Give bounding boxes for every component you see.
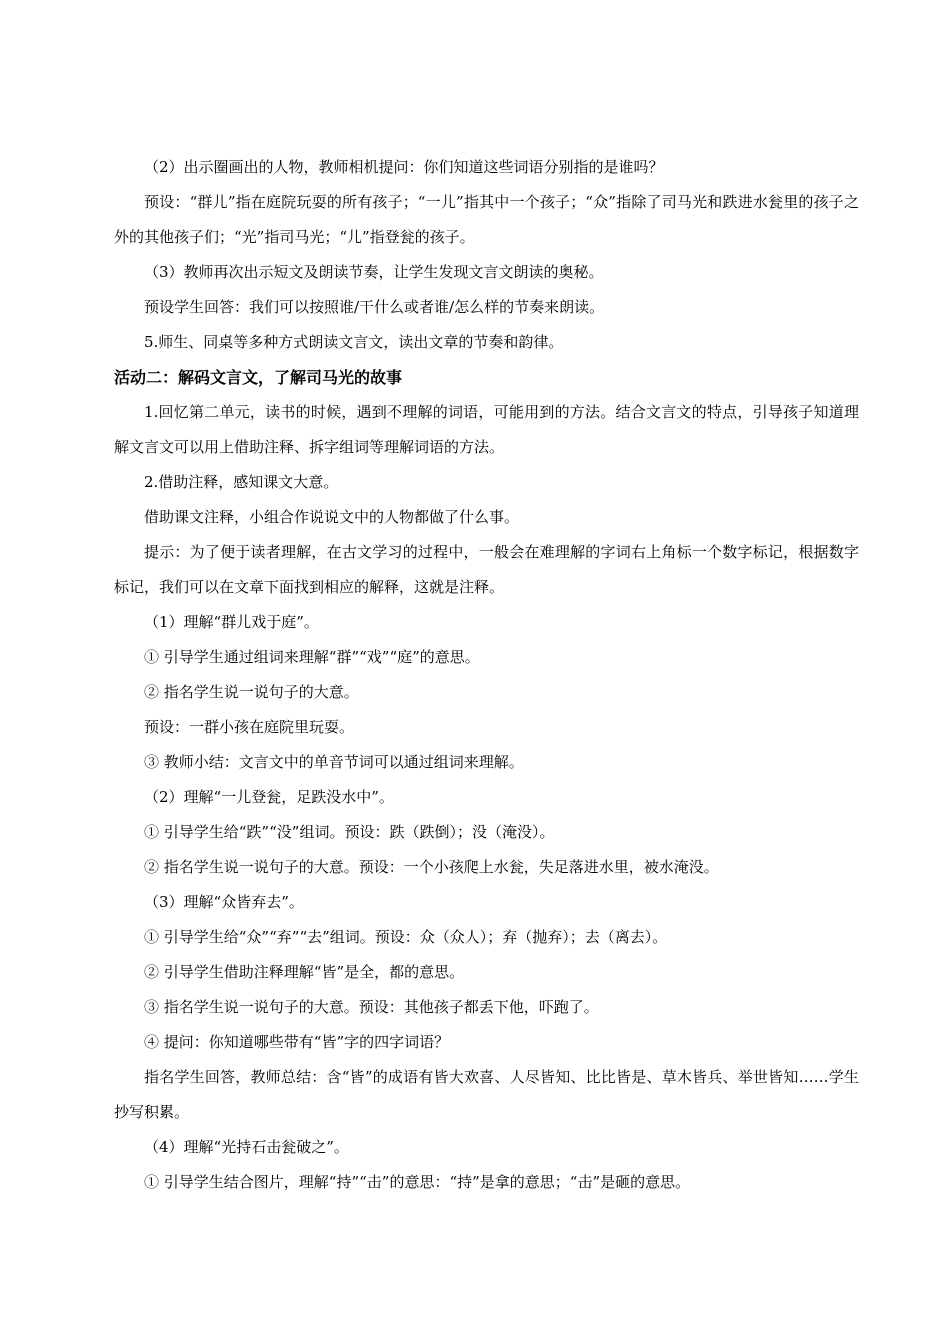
paragraph-sub-1-item-1: ① 引导学生通过组词来理解“群”“戏”“庭”的意思。 xyxy=(144,648,480,666)
paragraph-question-2: （2）出示圈画出的人物，教师相机提问：你们知道这些词语分别指的是谁吗？ xyxy=(144,158,664,176)
paragraph-hint: 提示：为了便于读者理解，在古文学习的过程中，一般会在难理解的字词右上角标一个数字标记，根据数字标记，我们可以在文章下面找到相应的解释，这就是注释。 xyxy=(114,543,859,596)
paragraph-step-5: 5.师生、同桌等多种方式朗读文言文，读出文章的节奏和韵律。 xyxy=(144,333,564,351)
paragraph-sub-2-item-1: ① 引导学生给“跌”“没”组词。预设：跌（跌倒）；没（淹没）。 xyxy=(144,823,555,841)
paragraph-teacher-summary: 指名学生回答，教师总结：含“皆”的成语有皆大欢喜、人尽皆知、比比皆是、草木皆兵、举世皆知……学生抄写积累。 xyxy=(114,1068,859,1121)
paragraph-sub-2: （2）理解“一儿登瓮，足跌没水中”。 xyxy=(144,788,394,806)
document-body xyxy=(114,150,859,1200)
paragraph-step-2: 2.借助注释，感知课文大意。 xyxy=(144,473,339,491)
paragraph-sub-3-item-1: ① 引导学生给“众”“弃”“去”组词。预设：众（众人）；弃（抛弃）；去（离去）。 xyxy=(144,928,668,946)
paragraph-sub-3-item-2: ② 引导学生借助注释理解“皆”是全，都的意思。 xyxy=(144,963,465,981)
paragraph-sub-1-item-2: ② 指名学生说一说句子的大意。 xyxy=(144,683,359,701)
section-heading-activity-2: 活动二：解码文言文，了解司马光的故事 xyxy=(114,368,403,387)
paragraph-preset-answer: 预设学生回答：我们可以按照谁/干什么或者谁/怎么样的节奏来朗读。 xyxy=(144,298,605,316)
paragraph-sub-1-preset: 预设：一群小孩在庭院里玩耍。 xyxy=(144,718,355,736)
paragraph-sub-4: （4）理解“光持石击瓮破之”。 xyxy=(144,1138,349,1156)
paragraph-sub-2-item-2: ② 指名学生说一说句子的大意。预设：一个小孩爬上水瓮，失足落进水里，被水淹没。 xyxy=(144,858,719,876)
paragraph-sub-3-item-4: ④ 提问：你知道哪些带有“皆”字的四字词语？ xyxy=(144,1033,450,1051)
paragraph-sub-4-item-1: ① 引导学生结合图片，理解“持”“击”的意思：“持”是拿的意思；“击”是砸的意思。 xyxy=(144,1173,691,1191)
paragraph-question-3: （3）教师再次出示短文及朗读节奏，让学生发现文言文朗读的奥秘。 xyxy=(144,263,604,281)
paragraph-sub-1-item-3: ③ 教师小结：文言文中的单音节词可以通过组词来理解。 xyxy=(144,753,524,771)
paragraph-sub-3: （3）理解“众皆弃去”。 xyxy=(144,893,304,911)
paragraph-step-1: 1.回忆第二单元，读书的时候，遇到不理解的词语，可能用到的方法。结合文言文的特点，引导孩子知道理解文言文可以用上借助注释、拆字组词等理解词语的方法。 xyxy=(114,403,859,456)
paragraph-preset-characters: 预设：“群儿”指在庭院玩耍的所有孩子；“一儿”指其中一个孩子；“众”指除了司马光和跌进水瓮里的孩子之外的其他孩子们；“光”指司马光；“儿”指登瓮的孩子。 xyxy=(114,193,859,246)
paragraph-sub-1: （1）理解“群儿戏于庭”。 xyxy=(144,613,319,631)
paragraph-group-work: 借助课文注释，小组合作说说文中的人物都做了什么事。 xyxy=(144,508,520,526)
paragraph-sub-3-item-3: ③ 指名学生说一说句子的大意。预设：其他孩子都丢下他，吓跑了。 xyxy=(144,998,599,1016)
